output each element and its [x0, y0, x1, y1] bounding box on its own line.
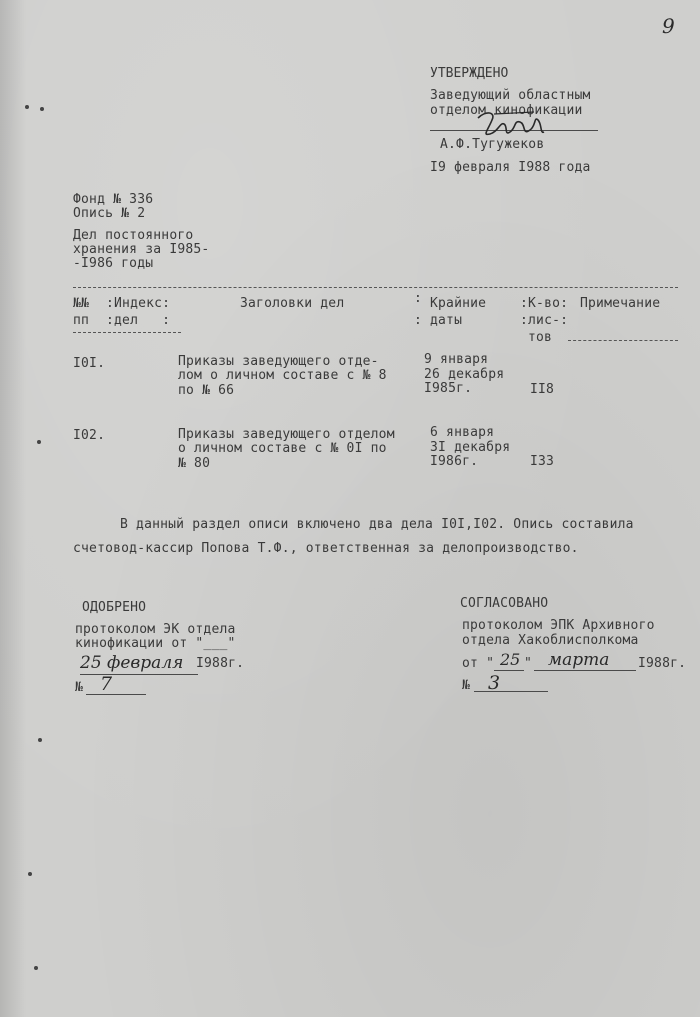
agreed-date-quote: " [524, 656, 533, 671]
scan-hole-mark-icon [34, 966, 38, 970]
scan-hole-mark-icon [38, 738, 42, 742]
header-count-1: :К-во: [520, 296, 569, 311]
header-note: Примечание [580, 296, 661, 311]
header-count-2: :лис-: [520, 313, 569, 328]
approval-date: I9 февраля I988 года [430, 160, 591, 175]
approved-date-line [80, 674, 198, 675]
table-row-1-sheets: II8 [530, 382, 555, 397]
fund-number: Фонд № 336 [73, 192, 154, 207]
header-titles: Заголовки дел [240, 296, 345, 311]
table-row-2-title-1: Приказы заведующего отделом [178, 427, 395, 442]
approved-number-prefix: № [75, 680, 84, 695]
header-num-2: пп [73, 313, 90, 328]
agreed-heading: СОГЛАСОВАНО [460, 596, 549, 611]
header-num-1: №№ [73, 296, 90, 311]
table-row-2-number: I02. [73, 428, 106, 443]
table-row-1-title-3: по № 66 [178, 383, 235, 398]
table-row-1-title-1: Приказы заведующего отде- [178, 354, 379, 369]
header-index-1: :Индекс: [106, 296, 171, 311]
table-row-2-date-2: 3I декабря [430, 440, 511, 455]
agreed-month-handwritten: марта [548, 650, 610, 670]
binding-shadow [0, 0, 26, 1017]
scan-hole-mark-icon [28, 872, 32, 876]
table-row-1-number: I0I. [73, 356, 106, 371]
table-row-2-title-2: о личном составе с № 0I по [178, 441, 387, 456]
approved-number-line [86, 694, 146, 695]
approved-year: I988г. [196, 656, 245, 671]
agreed-month-line [534, 670, 636, 671]
approved-line-1: протоколом ЭК отдела [75, 622, 236, 637]
table-row-1-date-2: 26 декабря [424, 367, 505, 382]
table-header-rule [73, 332, 181, 333]
agreed-number-handwritten: 3 [488, 672, 501, 694]
approved-date-handwritten: 25 февраля [80, 653, 184, 673]
approval-heading: УТВЕРЖДЕНО [430, 66, 509, 81]
summary-line-1: В данный раздел описи включено два дела I0I,I02. Опись составила [120, 517, 634, 532]
agreed-date-prefix: от " [462, 656, 495, 671]
scan-hole-mark-icon [25, 105, 29, 109]
approved-line-2: кинофикации от "___" [75, 636, 236, 651]
page-number: 9 [662, 14, 675, 38]
header-colon-top: : [414, 291, 423, 306]
summary-line-2: счетовод-кассир Попова Т.Ф., ответственная за делопроизводство. [73, 541, 579, 556]
approval-line1: Заведующий областным [430, 88, 591, 103]
approved-number-handwritten: 7 [100, 673, 113, 695]
approval-line2: отделом кинофикации [430, 103, 583, 118]
table-row-1-title-2: лом о личном составе с № 8 [178, 368, 387, 383]
table-row-2-date-1: 6 января [430, 425, 495, 440]
table-row-1-date-3: I985г. [424, 381, 473, 396]
header-dates-1: Крайние [430, 296, 487, 311]
table-row-2-date-3: I986г. [430, 454, 479, 469]
header-index-2: :дел : [106, 313, 171, 328]
agreed-day-line [494, 670, 524, 671]
scan-hole-mark-icon [37, 440, 41, 444]
agreed-number-line [474, 691, 548, 692]
agreed-number-prefix: № [462, 678, 471, 693]
table-top-rule [73, 287, 678, 288]
approval-name: А.Ф.Тугужеков [440, 137, 545, 152]
header-dates-2: даты [430, 313, 463, 328]
header-colon-bottom: : [414, 313, 423, 328]
fund-desc-3: -I986 годы [73, 256, 154, 271]
table-header-rule-right [568, 340, 678, 341]
agreed-year: I988г. [638, 656, 687, 671]
scan-hole-mark-icon [40, 107, 44, 111]
header-count-3: тов [528, 330, 553, 345]
agreed-line-1: протоколом ЭПК Архивного [462, 618, 655, 633]
table-row-2-title-3: № 80 [178, 456, 211, 471]
inventory-number: Опись № 2 [73, 206, 146, 221]
agreed-day-handwritten: 25 [500, 650, 521, 669]
table-row-1-date-1: 9 января [424, 352, 489, 367]
fund-desc-2: хранения за I985- [73, 242, 210, 257]
table-row-2-sheets: I33 [530, 454, 555, 469]
fund-desc-1: Дел постоянного [73, 228, 194, 243]
approved-heading: ОДОБРЕНО [82, 600, 147, 615]
agreed-line-2: отдела Хакоблисполкома [462, 633, 639, 648]
